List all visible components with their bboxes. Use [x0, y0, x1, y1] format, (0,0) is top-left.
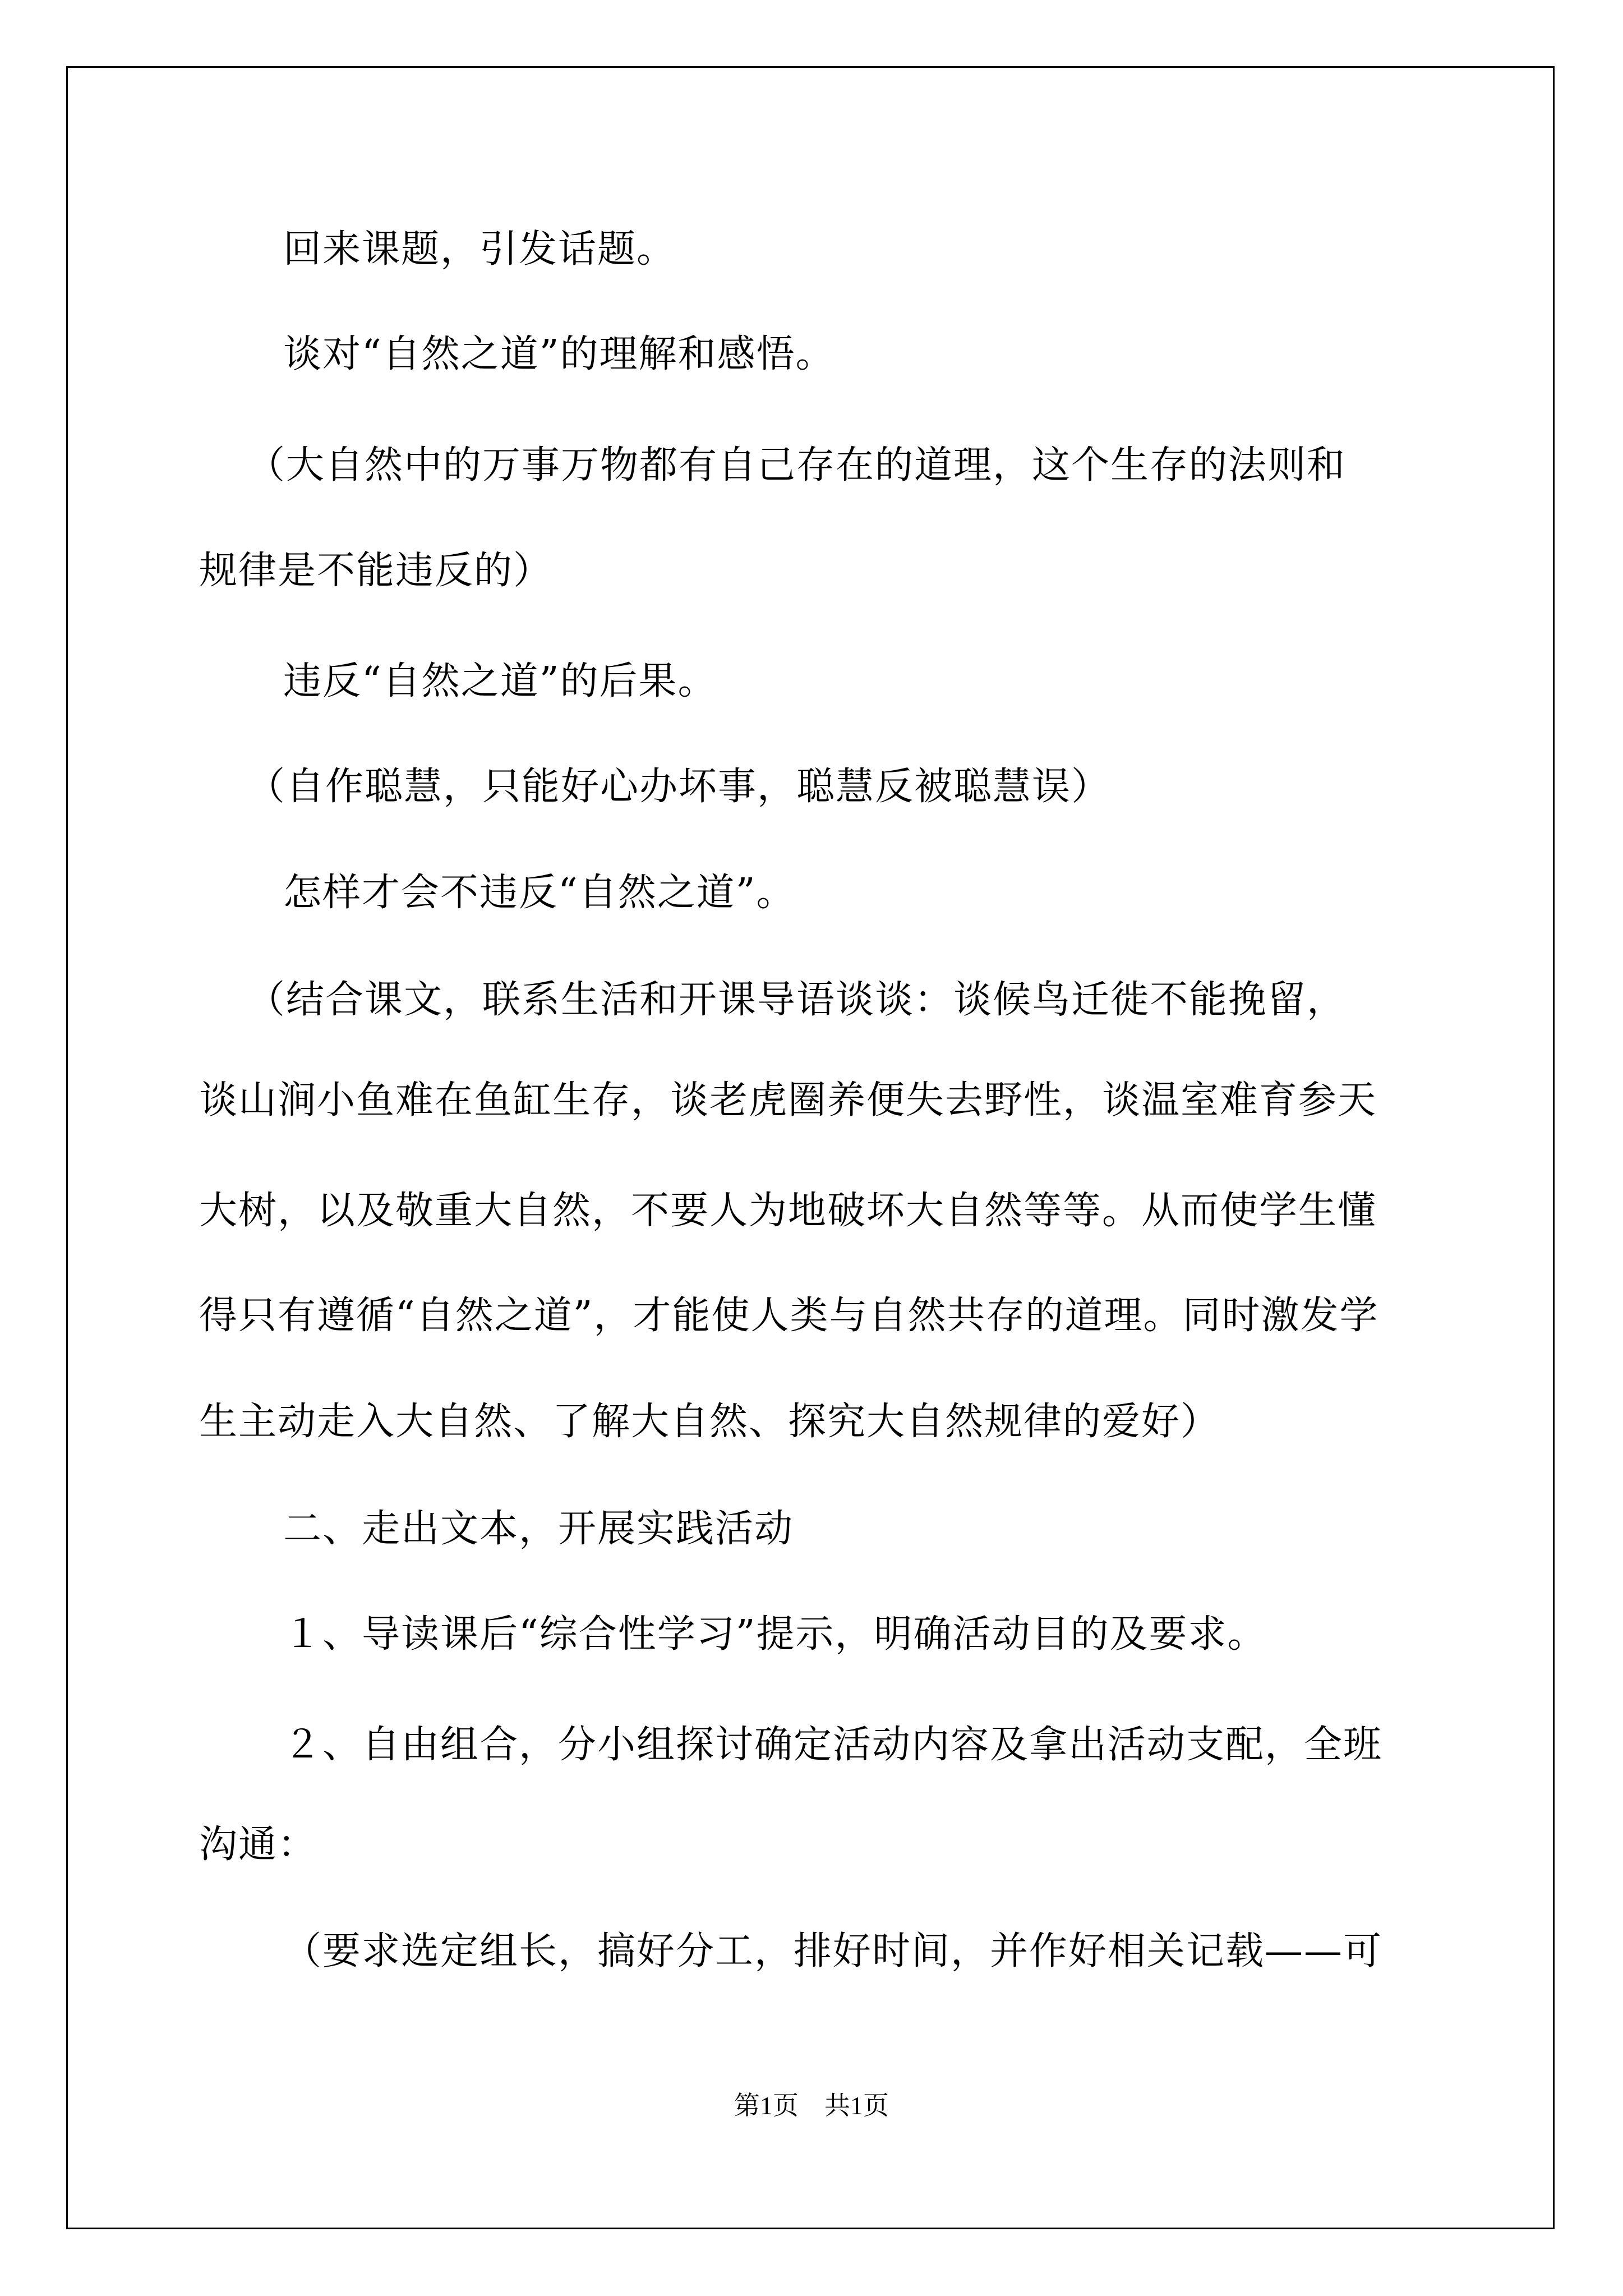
- page-border: [66, 66, 1555, 2229]
- paragraph-line: （结合课文，联系生活和开课导语谈谈：谈候鸟迁徙不能挽留，: [247, 978, 1347, 1022]
- paragraph-line: 谈对“自然之道”的理解和感悟。: [283, 332, 835, 376]
- paragraph-line: （要求选定组长，搞好分工，排好时间，并作好相关记载——可: [283, 1929, 1383, 1973]
- paragraph-line: 违反“自然之道”的后果。: [283, 659, 717, 703]
- page-number-footer: 第1页 共1页: [734, 2091, 889, 2120]
- paragraph-line: （大自然中的万事万物都有自己存在的道理，这个生存的法则和: [247, 443, 1347, 487]
- paragraph-line: 二、走出文本，开展实践活动: [283, 1507, 794, 1551]
- paragraph-line: 谈山涧小鱼难在鱼缸生存，谈老虎圈养便失去野性，谈温室难育参天: [199, 1078, 1377, 1122]
- paragraph-line: 规律是不能违反的）: [199, 549, 553, 593]
- paragraph-line: 得只有遵循“自然之道”，才能使人类与自然共存的道理。同时激发学: [199, 1294, 1379, 1338]
- paragraph-line: 沟通：: [199, 1823, 317, 1867]
- paragraph-line: 怎样才会不违反“自然之道”。: [283, 871, 796, 915]
- paragraph-line: （自作聪慧，只能好心办坏事，聪慧反被聪慧误）: [247, 765, 1111, 809]
- paragraph-line: １、导读课后“综合性学习”提示，明确活动目的及要求。: [283, 1612, 1267, 1657]
- paragraph-line: 回来课题，引发话题。: [283, 227, 676, 272]
- paragraph-line: 生主动走入大自然、了解大自然、探究大自然规律的爱好）: [199, 1400, 1220, 1444]
- paragraph-line: ２、自由组合，分小组探讨确定活动内容及拿出活动支配，全班: [283, 1723, 1383, 1767]
- paragraph-line: 大树，以及敬重大自然，不要人为地破坏大自然等等。从而使学生懂: [199, 1189, 1377, 1233]
